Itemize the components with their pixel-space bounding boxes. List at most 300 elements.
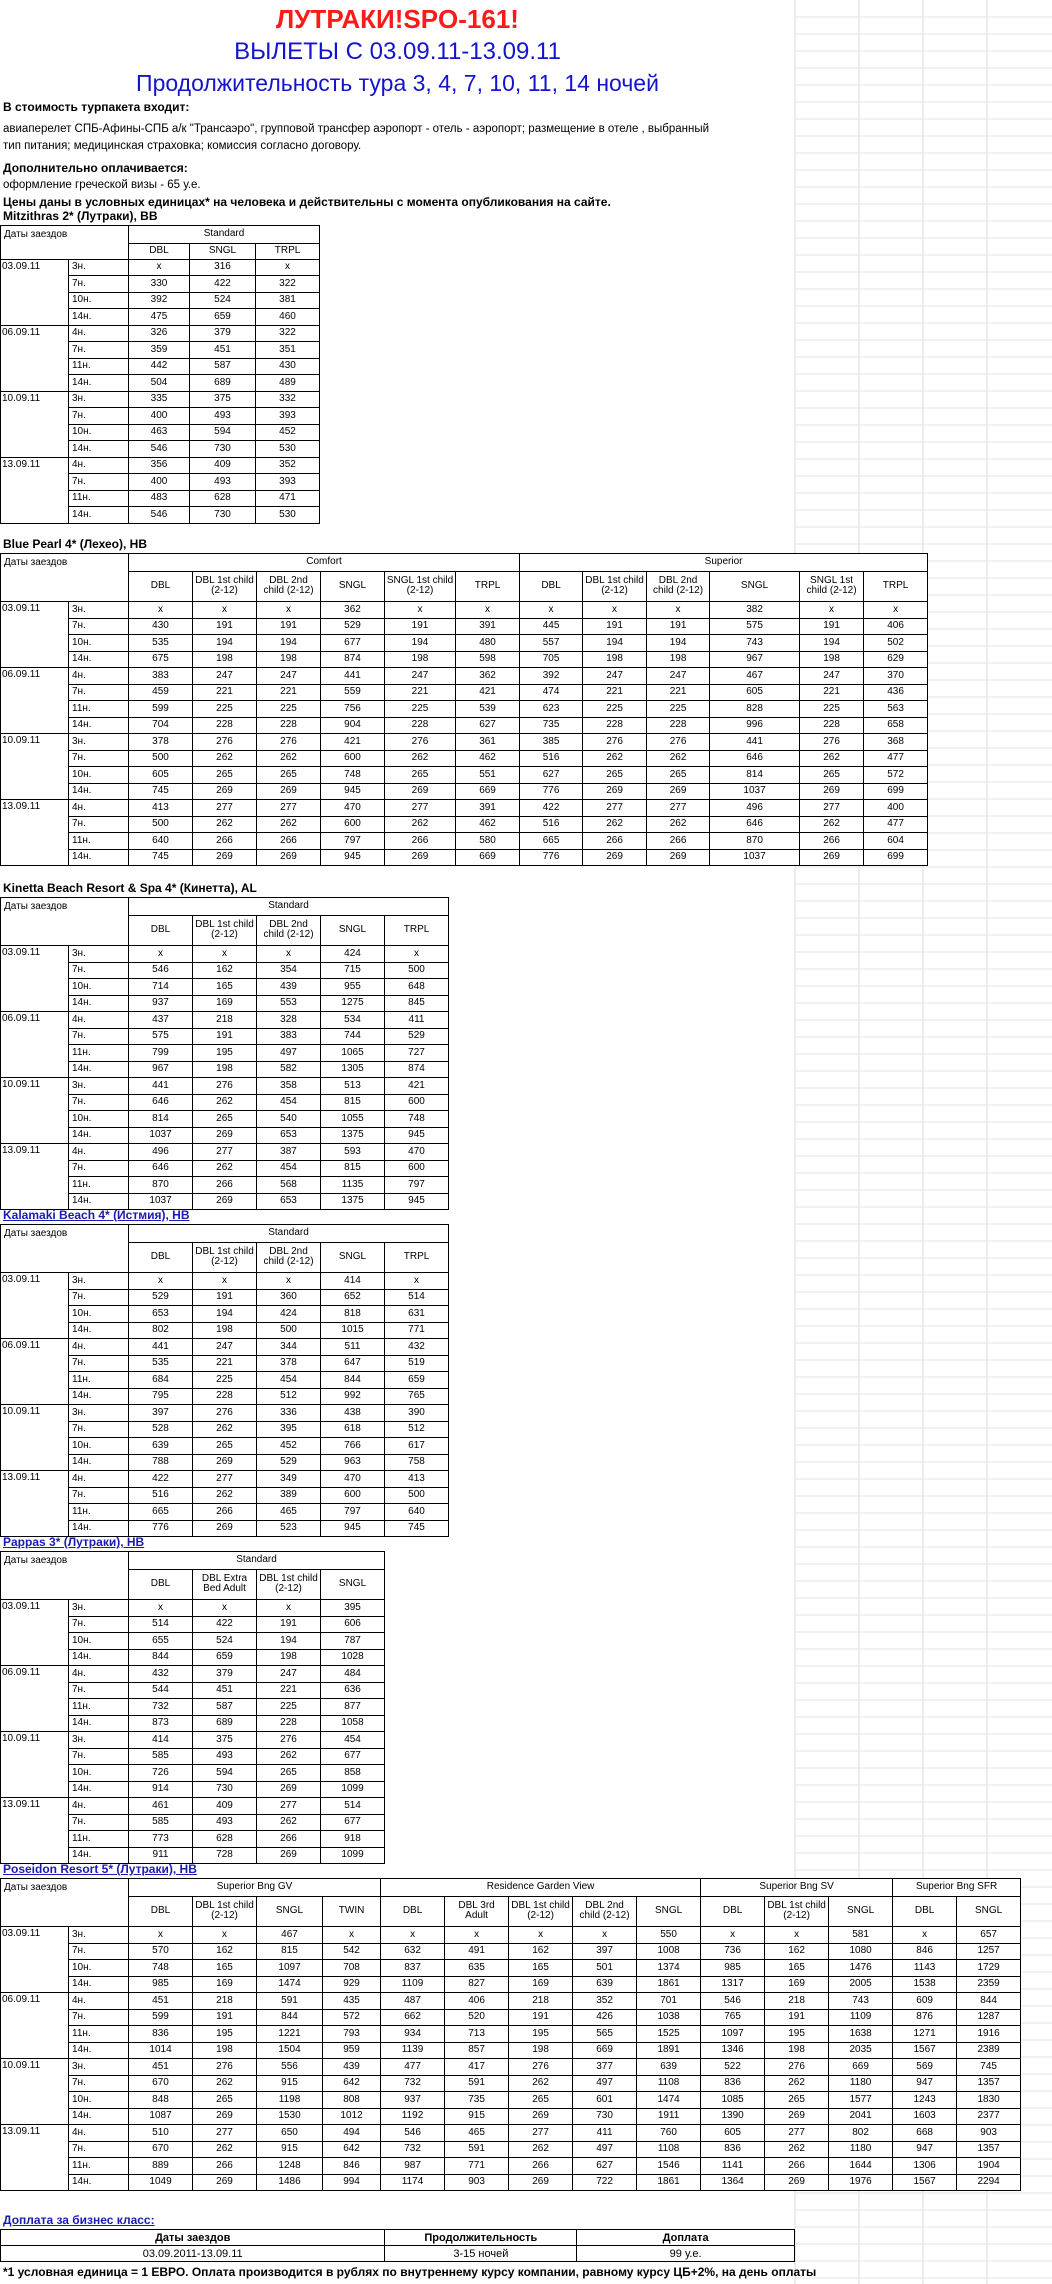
duration-heading: Продолжительность тура 3, 4, 7, 10, 11, 14 ночей <box>136 70 659 96</box>
price-cell: 422 <box>520 800 583 817</box>
price-cell: 1271 <box>893 2026 957 2043</box>
price-cell: 225 <box>193 1372 257 1389</box>
price-cell: 247 <box>647 668 710 685</box>
price-cell: 413 <box>385 1471 449 1488</box>
price-cell: 837 <box>381 1960 445 1977</box>
price-cell: 262 <box>257 1814 321 1831</box>
price-cell: 451 <box>129 1993 193 2010</box>
nights-cell: 7н. <box>69 816 129 833</box>
price-cell: 793 <box>323 2026 381 2043</box>
nights-cell: 3н. <box>69 602 129 619</box>
column-header-row <box>1 1569 385 1600</box>
nights-cell: 10н. <box>69 1438 129 1455</box>
table-row <box>1 1471 449 1488</box>
price-cell: 646 <box>129 1094 193 1111</box>
price-cell: 642 <box>323 2075 381 2092</box>
price-cell: 635 <box>445 1960 509 1977</box>
nights-cell: 11н. <box>69 1504 129 1521</box>
price-cell: 631 <box>385 1306 449 1323</box>
nights-cell: 11н. <box>69 358 129 375</box>
nights-cell: 3н. <box>69 1600 129 1617</box>
nights-cell: 14н. <box>69 1520 129 1537</box>
price-cell: 1577 <box>829 2092 893 2109</box>
price-cell: 748 <box>385 1111 449 1128</box>
price-cell: 787 <box>321 1633 385 1650</box>
arrival-date: 06.09.11 <box>1 325 69 391</box>
price-cell: 1080 <box>829 1943 893 1960</box>
price-cell: 269 <box>385 783 456 800</box>
nights-cell: 3н. <box>69 946 129 963</box>
price-cell: 276 <box>257 1732 321 1749</box>
price-cell: 397 <box>129 1405 193 1422</box>
price-cell: 406 <box>445 1993 509 2010</box>
price-cell: 497 <box>573 2141 637 2158</box>
price-cell: 424 <box>257 1306 321 1323</box>
nights-cell: 10н. <box>69 1765 129 1782</box>
price-cell: 277 <box>647 800 710 817</box>
price-cell: x <box>573 1927 637 1944</box>
nights-cell: 7н. <box>69 276 129 293</box>
price-cell: 191 <box>193 1028 257 1045</box>
price-cell: 162 <box>765 1943 829 1960</box>
price-cell: 169 <box>193 1976 257 1993</box>
table-row <box>1 325 320 342</box>
nights-cell: 14н. <box>69 1976 129 1993</box>
price-cell: x <box>257 602 321 619</box>
extra-title: Дополнительно оплачивается: <box>3 161 188 175</box>
price-cell: 2005 <box>829 1976 893 1993</box>
price-cell: 266 <box>193 2158 257 2175</box>
price-cell: 799 <box>129 1045 193 1062</box>
price-cell: 336 <box>257 1405 321 1422</box>
nights-cell: 3н. <box>69 2059 129 2076</box>
price-cell: 266 <box>257 833 321 850</box>
price-cell: 600 <box>321 816 385 833</box>
price-cell: 636 <box>321 1682 385 1699</box>
price-cell: 194 <box>193 1306 257 1323</box>
price-cell: 221 <box>193 684 257 701</box>
price-cell: 522 <box>701 2059 765 2076</box>
price-cell: 194 <box>257 635 321 652</box>
nights-cell: 7н. <box>69 1355 129 1372</box>
price-cell: 1567 <box>893 2174 957 2191</box>
price-cell: 1476 <box>829 1960 893 1977</box>
price-cell: 677 <box>321 635 385 652</box>
price-cell: 378 <box>257 1355 321 1372</box>
price-cell: 277 <box>193 800 257 817</box>
price-cell: 918 <box>321 1831 385 1848</box>
column-header: SNGL <box>321 915 385 946</box>
price-cell: 266 <box>193 1504 257 1521</box>
price-cell: 266 <box>583 833 647 850</box>
arrival-date: 13.09.11 <box>1 2125 69 2191</box>
nights-cell: 10н. <box>69 1633 129 1650</box>
nights-cell: 3н. <box>69 1927 129 1944</box>
price-cell: 191 <box>193 2009 257 2026</box>
price-cell: 247 <box>193 668 257 685</box>
price-cell: 713 <box>445 2026 509 2043</box>
price-cell: 903 <box>957 2125 1021 2142</box>
table-row <box>1 1061 449 1078</box>
price-cell: 467 <box>710 668 800 685</box>
table-row <box>1 391 320 408</box>
price-cell: 470 <box>321 800 385 817</box>
price-cell: 489 <box>256 375 320 392</box>
price-cell: 218 <box>193 1012 257 1029</box>
price-cell: 474 <box>520 684 583 701</box>
nights-cell: 4н. <box>69 1339 129 1356</box>
price-cell: 1375 <box>321 1193 385 1210</box>
price-cell: 535 <box>129 635 193 652</box>
price-cell: 247 <box>385 668 456 685</box>
price-cell: 387 <box>257 1144 321 1161</box>
nights-cell: 11н. <box>69 1831 129 1848</box>
price-cell: 352 <box>573 1993 637 2010</box>
price-cell: 730 <box>193 1781 257 1798</box>
business-col-dates: Даты заездов <box>1 2230 385 2246</box>
price-cell: 985 <box>129 1976 193 1993</box>
price-cell: 266 <box>193 833 257 850</box>
price-cell: 247 <box>583 668 647 685</box>
price-cell: 992 <box>321 1388 385 1405</box>
column-header: SNGL <box>190 243 256 259</box>
column-header: SNGL <box>957 1896 1021 1927</box>
price-cell: 497 <box>573 2075 637 2092</box>
price-cell: 715 <box>321 962 385 979</box>
price-cell: 500 <box>129 750 193 767</box>
arrival-date: 10.09.11 <box>1 2059 69 2125</box>
price-table <box>0 225 320 524</box>
price-cell: 758 <box>385 1454 449 1471</box>
price-cell: 874 <box>385 1061 449 1078</box>
price-cell: 442 <box>129 358 190 375</box>
arrival-date: 06.09.11 <box>1 1339 69 1405</box>
price-cell: 191 <box>257 618 321 635</box>
price-cell: 846 <box>323 2158 381 2175</box>
price-cell: 732 <box>129 1699 193 1716</box>
column-header: DBL <box>129 915 193 946</box>
price-cell: 1037 <box>129 1127 193 1144</box>
table-row <box>1 750 928 767</box>
nights-cell: 7н. <box>69 1421 129 1438</box>
price-cell: 441 <box>321 668 385 685</box>
price-cell: 745 <box>129 849 193 866</box>
price-cell: 1198 <box>257 2092 323 2109</box>
price-cell: 362 <box>456 668 520 685</box>
price-cell: 262 <box>193 750 257 767</box>
price-cell: 400 <box>129 408 190 425</box>
price-cell: 1474 <box>637 2092 701 2109</box>
table-row <box>1 1976 1021 1993</box>
price-cell: 814 <box>710 767 800 784</box>
price-cell: 165 <box>509 1960 573 1977</box>
group-header-row <box>1 1225 449 1243</box>
date-header-spacer <box>1 915 129 946</box>
price-cell: 400 <box>864 800 928 817</box>
business-title[interactable]: Доплата за бизнес класс: <box>3 2213 155 2227</box>
price-cell: 797 <box>321 833 385 850</box>
price-cell: 1028 <box>321 1649 385 1666</box>
price-cell: 265 <box>583 767 647 784</box>
price-cell: 1109 <box>829 2009 893 2026</box>
hotel-title[interactable]: Pappas 3* (Лутраки), HB <box>3 1535 145 1549</box>
price-cell: 756 <box>321 701 385 718</box>
price-cell: 815 <box>257 1943 323 1960</box>
table-row <box>1 783 928 800</box>
price-cell: 276 <box>193 1405 257 1422</box>
price-cell: 1180 <box>829 2141 893 2158</box>
price-cell: 1603 <box>893 2108 957 2125</box>
price-cell: 524 <box>193 1633 257 1650</box>
table-row <box>1 2158 1021 2175</box>
price-cell: 959 <box>323 2042 381 2059</box>
price-cell: 748 <box>129 1960 193 1977</box>
price-cell: 677 <box>321 1814 385 1831</box>
extra-line: оформление греческой визы - 65 у.е. <box>3 179 201 191</box>
price-cell: 601 <box>573 2092 637 2109</box>
price-cell: 500 <box>385 1487 449 1504</box>
price-cell: x <box>456 602 520 619</box>
price-cell: 1305 <box>321 1061 385 1078</box>
price-cell: 414 <box>321 1273 385 1290</box>
price-cell: 600 <box>385 1160 449 1177</box>
price-cell: 587 <box>190 358 256 375</box>
price-cell: 493 <box>190 474 256 491</box>
price-cell: 511 <box>321 1339 385 1356</box>
column-header: SNGL <box>321 1242 385 1273</box>
price-cell: 198 <box>765 2042 829 2059</box>
price-cell: 413 <box>129 800 193 817</box>
price-cell: 585 <box>129 1814 193 1831</box>
price-cell: 502 <box>864 635 928 652</box>
price-cell: 462 <box>456 750 520 767</box>
table-row <box>1 767 928 784</box>
price-cell: 191 <box>765 2009 829 2026</box>
price-cell: x <box>381 1927 445 1944</box>
nights-cell: 4н. <box>69 1666 129 1683</box>
price-cell: 198 <box>385 651 456 668</box>
price-cell: 391 <box>456 618 520 635</box>
price-cell: 277 <box>257 1798 321 1815</box>
price-cell: 1357 <box>957 2075 1021 2092</box>
price-cell: 266 <box>509 2158 573 2175</box>
nights-cell: 14н. <box>69 651 129 668</box>
price-cell: 658 <box>864 717 928 734</box>
price-cell: x <box>129 946 193 963</box>
nights-cell: 4н. <box>69 668 129 685</box>
price-cell: 1108 <box>637 2075 701 2092</box>
price-cell: 228 <box>583 717 647 734</box>
column-header: SNGL 1st child (2-12) <box>385 571 456 602</box>
price-cell: 2035 <box>829 2042 893 2059</box>
price-cell: 646 <box>129 1160 193 1177</box>
price-cell: 198 <box>193 651 257 668</box>
price-cell: 1015 <box>321 1322 385 1339</box>
price-cell: 198 <box>583 651 647 668</box>
price-cell: 1861 <box>637 1976 701 1993</box>
price-cell: 848 <box>129 2092 193 2109</box>
price-cell: 653 <box>257 1193 321 1210</box>
table-row <box>1 849 928 866</box>
price-cell: 162 <box>193 1943 257 1960</box>
price-cell: 646 <box>710 750 800 767</box>
price-cell: 265 <box>193 2092 257 2109</box>
price-cell: x <box>193 946 257 963</box>
nights-cell: 11н. <box>69 833 129 850</box>
price-cell: 269 <box>509 2108 573 2125</box>
arrival-date: 10.09.11 <box>1 734 69 800</box>
price-cell: 540 <box>257 1111 321 1128</box>
price-cell: 514 <box>385 1289 449 1306</box>
price-cell: 659 <box>193 1649 257 1666</box>
price-cell: 699 <box>864 783 928 800</box>
price-cell: 585 <box>129 1748 193 1765</box>
nights-cell: 7н. <box>69 2141 129 2158</box>
price-cell: 530 <box>256 507 320 524</box>
price-cell: x <box>129 1927 193 1944</box>
nights-cell: 4н. <box>69 457 129 474</box>
nights-cell: 7н. <box>69 1028 129 1045</box>
price-cell: 514 <box>321 1798 385 1815</box>
footnote: *1 условная единица = 1 ЕВРО. Оплата производится в рублях по внутреннему курсу компании, равному курсу ЦБ+2%, на день оплаты <box>3 2265 817 2279</box>
price-cell: 191 <box>193 1289 257 1306</box>
price-cell: 514 <box>129 1616 193 1633</box>
price-cell: 1317 <box>701 1976 765 1993</box>
price-cell: 609 <box>893 1993 957 2010</box>
price-cell: 269 <box>193 783 257 800</box>
price-cell: 262 <box>193 2075 257 2092</box>
price-cell: 370 <box>864 668 928 685</box>
price-cell: 600 <box>321 1487 385 1504</box>
nights-cell: 4н. <box>69 325 129 342</box>
price-cell: 454 <box>321 1732 385 1749</box>
price-cell: 1916 <box>957 2026 1021 2043</box>
price-cell: 451 <box>193 1682 257 1699</box>
column-header: DBL <box>701 1896 765 1927</box>
price-cell: 659 <box>190 309 256 326</box>
price-cell: 730 <box>190 507 256 524</box>
nights-cell: 10н. <box>69 767 129 784</box>
price-cell: 422 <box>129 1471 193 1488</box>
table-row <box>1 979 449 996</box>
nights-cell: 14н. <box>69 1781 129 1798</box>
price-cell: 580 <box>456 833 520 850</box>
price-cell: 277 <box>509 2125 573 2142</box>
price-cell: 269 <box>765 2174 829 2191</box>
price-cell: 195 <box>193 2026 257 2043</box>
price-cell: 2389 <box>957 2042 1021 2059</box>
price-cell: 470 <box>321 1471 385 1488</box>
price-cell: 1097 <box>257 1960 323 1977</box>
arrival-date: 03.09.11 <box>1 1273 69 1339</box>
nights-cell: 14н. <box>69 1454 129 1471</box>
nights-cell: 10н. <box>69 1111 129 1128</box>
price-cell: 569 <box>893 2059 957 2076</box>
price-cell: 745 <box>385 1520 449 1537</box>
nights-cell: 11н. <box>69 2026 129 2043</box>
price-cell: 316 <box>190 259 256 276</box>
price-cell: 198 <box>257 651 321 668</box>
price-cell: 963 <box>321 1454 385 1471</box>
price-cell: 352 <box>256 457 320 474</box>
column-header: DBL <box>520 571 583 602</box>
table-row <box>1 800 928 817</box>
price-cell: 529 <box>321 618 385 635</box>
price-cell: 668 <box>893 2125 957 2142</box>
price-cell: 701 <box>637 1993 701 2010</box>
nights-cell: 14н. <box>69 1322 129 1339</box>
table-row <box>1 1355 449 1372</box>
price-cell: 1861 <box>637 2174 701 2191</box>
price-cell: 247 <box>257 1666 321 1683</box>
price-cell: 639 <box>129 1438 193 1455</box>
nights-cell: 11н. <box>69 2158 129 2175</box>
price-cell: x <box>385 946 449 963</box>
column-header: DBL 1st child (2-12) <box>257 1569 321 1600</box>
price-cell: 441 <box>129 1339 193 1356</box>
column-header: SNGL 1st child (2-12) <box>800 571 864 602</box>
price-cell: 1014 <box>129 2042 193 2059</box>
price-cell: 722 <box>573 2174 637 2191</box>
nights-cell: 3н. <box>69 1732 129 1749</box>
price-cell: 575 <box>129 1028 193 1045</box>
price-cell: 451 <box>190 342 256 359</box>
price-cell: 247 <box>800 668 864 685</box>
price-cell: 530 <box>256 441 320 458</box>
price-cell: 265 <box>509 2092 573 2109</box>
price-cell: 198 <box>800 651 864 668</box>
arrival-date: 03.09.11 <box>1 602 69 668</box>
arrival-date: 03.09.11 <box>1 259 69 325</box>
price-cell: 684 <box>129 1372 193 1389</box>
price-cell: 269 <box>583 783 647 800</box>
price-cell: 994 <box>323 2174 381 2191</box>
price-cell: 262 <box>647 816 710 833</box>
table-row <box>1 1094 449 1111</box>
price-cell: 194 <box>385 635 456 652</box>
price-cell: 1038 <box>637 2009 701 2026</box>
table-row <box>1 1078 449 1095</box>
price-cell: 646 <box>710 816 800 833</box>
price-cell: 1008 <box>637 1943 701 1960</box>
nights-cell: 11н. <box>69 1045 129 1062</box>
includes-line-1: авиаперелет СПБ-Афины-СПБ а/к "Трансаэро", групповой трансфер аэропорт - отель - аэропорт; размещение в отеле , выбранный <box>3 123 710 135</box>
price-cell: 432 <box>385 1339 449 1356</box>
price-cell: 432 <box>129 1666 193 1683</box>
price-cell: x <box>520 602 583 619</box>
hotel-title[interactable]: Kalamaki Beach 4* (Истмия), HB <box>3 1208 190 1222</box>
price-cell: 743 <box>710 635 800 652</box>
price-cell: 1390 <box>701 2108 765 2125</box>
price-cell: 516 <box>129 1487 193 1504</box>
price-cell: 191 <box>193 618 257 635</box>
price-cell: 436 <box>864 684 928 701</box>
nights-cell: 7н. <box>69 1160 129 1177</box>
price-cell: 395 <box>257 1421 321 1438</box>
business-dates: 03.09.2011-13.09.11 <box>1 2246 385 2262</box>
room-category: Residence Garden View <box>381 1879 701 1897</box>
hotel-title[interactable]: Poseidon Resort 5* (Лутраки), HB <box>3 1862 197 1876</box>
nights-cell: 7н. <box>69 1682 129 1699</box>
price-cell: 669 <box>456 783 520 800</box>
nights-cell: 7н. <box>69 1943 129 1960</box>
price-cell: 471 <box>256 490 320 507</box>
price-cell: 748 <box>321 767 385 784</box>
price-cell: 836 <box>701 2141 765 2158</box>
price-cell: 1174 <box>381 2174 445 2191</box>
price-cell: 262 <box>765 2075 829 2092</box>
column-header-row <box>1 915 449 946</box>
